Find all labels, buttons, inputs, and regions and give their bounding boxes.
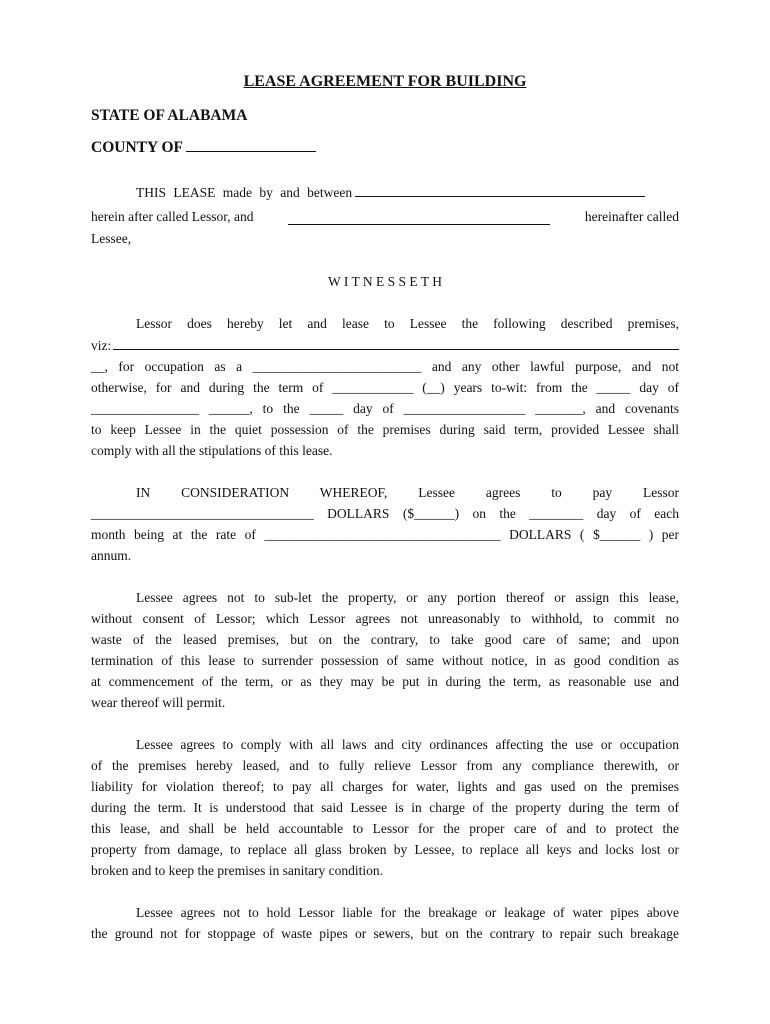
p3-line: wear thereof will permit. [91,695,226,710]
p4-line: during the term. It is understood that said Lessee is in charge of the property during the term of [91,800,679,815]
intro-line-2 [91,208,679,225]
county-label: COUNTY OF [91,139,183,156]
p1-line: __, for occupation as a _________________________ and any other lawful purpose, and not [91,359,679,374]
p4-line: property from damage, to replace all glass broken by Lessee, to replace all keys and locks lost or [91,842,679,857]
p2-line: _________________________________ DOLLARS ($______) on the ________ day of each [91,506,679,521]
p5-line: the ground not for stoppage of waste pipes or sewers, but on the contrary to repair such breakage [91,926,679,941]
p1-line: otherwise, for and during the term of ____________ (__) years to-wit: from the _____ day of [91,380,679,395]
intro-text-2b: hereinafter called [584,209,679,224]
p4-line: broken and to keep the premises in sanitary condition. [91,863,384,878]
intro-text-1: THIS LEASE made by and between [136,185,353,200]
p1-line: Lessor does hereby let and lease to Lessee the following described premises, [136,316,679,331]
document-title: LEASE AGREEMENT FOR BUILDING [243,73,527,90]
p2-line: IN CONSIDERATION WHEREOF, Lessee agrees to pay Lessor [136,485,679,500]
p3-line: without consent of Lessor; which Lessor agrees not unreasonably to withhold, to commit no [91,611,679,626]
p1-line: ________________ ______, to the _____ day of __________________ _______, and covenants [91,401,679,416]
p3-line: termination of this lease to surrender possession of same without notice, in as good condition as [91,653,679,668]
p4-line: this lease, and shall be held accountable to Lessor for the proper care of and to protect the [91,821,679,836]
viz-label: viz: [91,338,112,353]
premises-blank [113,349,679,350]
p1-line: to keep Lessee in the quiet possession of the premises during said term, provided Lessee shall [91,422,679,437]
p2-line: month being at the rate of ___________________________________ DOLLARS ( $______ ) per [91,527,679,542]
p1-line [91,337,679,354]
state-heading: STATE OF ALABAMA [91,107,248,124]
county-blank [186,151,316,152]
intro-line-3: Lessee, [91,231,132,246]
intro-line-1 [91,184,679,201]
p1-line: comply with all the stipulations of this lease. [91,443,333,458]
p2-line: annum. [91,548,132,563]
p4-line: Lessee agrees to comply with all laws and city ordinances affecting the use or occupation [136,737,679,752]
county-heading [91,139,316,157]
lessee-name-blank [288,208,550,225]
p4-line: liability for violation thereof; to pay all charges for water, lights and gas used on the premises [91,779,679,794]
intro-text-2a: herein after called Lessor, and [91,209,254,224]
p3-line: Lessee agrees not to sub-let the property, or any portion thereof or assign this lease, [136,590,679,605]
lessor-name-blank [355,196,645,197]
p4-line: of the premises hereby leased, and to fully relieve Lessor from any compliance therewith, or [91,758,679,773]
p5-line: Lessee agrees not to hold Lessor liable for the breakage or leakage of water pipes above [136,905,679,920]
witnesseth-heading: W I T N E S S E T H [328,274,442,289]
p3-line: waste of the leased premises, but on the contrary, to take good care of same; and upon [91,632,679,647]
p3-line: at commencement of the term, or as they may be put in during the term, as reasonable use and [91,674,679,689]
